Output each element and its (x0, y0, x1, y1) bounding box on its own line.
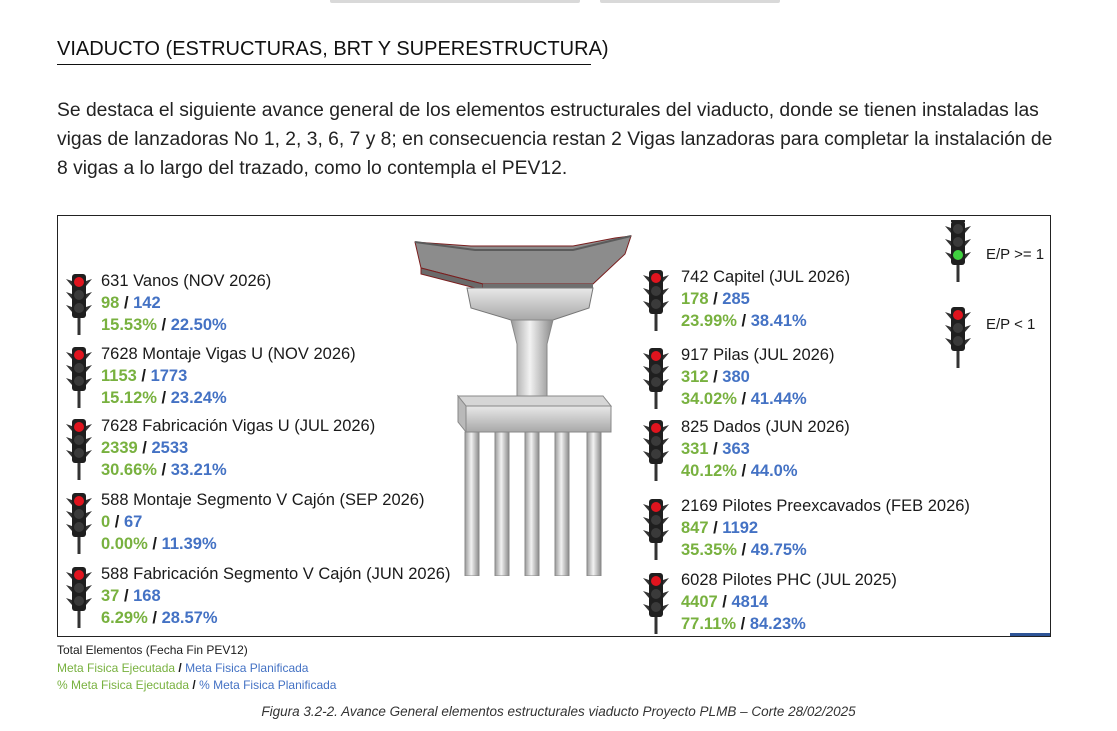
green-traffic-light-icon (945, 220, 971, 282)
note-pct-planned: % Meta Fisica Planificada (199, 678, 337, 692)
item-percents (101, 534, 217, 554)
planned-value: 4814 (731, 593, 769, 611)
cut-off-text-line (0, 0, 1117, 8)
separator: / (110, 513, 124, 531)
item-counts (101, 512, 142, 532)
item-title: 588 Fabricación Segmento V Cajón (JUN 2026) (101, 565, 451, 583)
executed-value: 98 (101, 294, 120, 312)
section-heading: VIADUCTO (ESTRUCTURAS, BRT Y SUPERESTRUCTURA) (57, 38, 609, 60)
planned-value: 2533 (151, 439, 189, 457)
separator: / (156, 389, 171, 407)
separator: / (147, 609, 162, 627)
red-traffic-light-icon (66, 346, 92, 408)
separator: / (136, 367, 151, 385)
executed-value: 4407 (681, 593, 718, 611)
note-separator: / (175, 661, 186, 675)
red-traffic-light-icon (643, 572, 669, 634)
red-traffic-light-icon (945, 306, 971, 368)
red-traffic-light-icon (66, 492, 92, 554)
legend-label-red: E/P < 1 (986, 316, 1036, 333)
executed-value: 178 (681, 290, 709, 308)
legend-label-green: E/P >= 1 (986, 246, 1045, 263)
item-counts (101, 293, 161, 313)
separator: / (736, 541, 751, 559)
item-percents (681, 614, 806, 634)
pct-planned-value: 49.75% (750, 541, 807, 559)
pct-executed-value: 23.99% (681, 312, 737, 330)
separator: / (736, 312, 751, 330)
red-traffic-light-icon (643, 498, 669, 560)
planned-value: 285 (722, 290, 750, 308)
note-meta-planned: Meta Fisica Planificada (185, 661, 309, 675)
planned-value: 1192 (722, 519, 759, 537)
item-counts (681, 367, 750, 387)
item-percents (101, 315, 227, 335)
separator: / (736, 462, 751, 480)
pct-planned-value: 38.41% (750, 312, 807, 330)
item-percents (681, 311, 807, 331)
item-percents (681, 540, 807, 560)
separator: / (156, 316, 171, 334)
executed-value: 847 (681, 519, 709, 537)
red-traffic-light-icon (643, 419, 669, 481)
item-counts (101, 366, 187, 386)
executed-value: 0 (101, 513, 111, 531)
item-title: 742 Capitel (JUL 2026) (681, 268, 851, 286)
pct-planned-value: 11.39% (161, 535, 217, 553)
item-title: 2169 Pilotes Preexcavados (FEB 2026) (681, 497, 970, 515)
red-traffic-light-icon (643, 347, 669, 409)
separator: / (119, 294, 134, 312)
planned-value: 1773 (150, 367, 188, 385)
item-title: 631 Vanos (NOV 2026) (101, 272, 272, 290)
pct-executed-value: 6.29% (101, 609, 148, 627)
item-counts (681, 518, 758, 538)
separator: / (147, 535, 162, 553)
separator: / (708, 290, 723, 308)
note-total: Total Elementos (Fecha Fin PEV12) (57, 643, 248, 657)
note-separator: / (189, 678, 200, 692)
item-title: 7628 Montaje Vigas U (NOV 2026) (101, 345, 356, 363)
item-title: 825 Dados (JUN 2026) (681, 418, 850, 436)
pct-planned-value: 44.0% (750, 462, 798, 480)
note-pct (57, 677, 336, 693)
item-counts (681, 289, 750, 309)
red-traffic-light-icon (643, 269, 669, 331)
pct-planned-value: 84.23% (749, 615, 806, 633)
item-percents (681, 389, 807, 409)
body-paragraph: Se destaca el siguiente avance general de los elementos estructurales del viaducto, donde se tienen instaladas las vigas de lanzadoras No 1, 2, 3, 6, 7 y 8; en consecuencia restan 2 Vigas lanzadoras para completar la instalación de 8 vigas a lo largo del trazado, como lo contempla el PEV12. (57, 100, 1053, 179)
separator: / (119, 587, 134, 605)
item-counts (101, 586, 161, 606)
item-percents (101, 460, 227, 480)
legend (943, 220, 1043, 370)
pct-planned-value: 33.21% (170, 461, 227, 479)
pct-executed-value: 77.11% (681, 615, 737, 633)
progress-figure (57, 215, 1051, 637)
note-meta (57, 660, 308, 676)
planned-value: 67 (123, 513, 143, 531)
separator: / (137, 439, 152, 457)
pct-executed-value: 30.66% (101, 461, 157, 479)
figure-caption: Figura 3.2-2. Avance General elementos estructurales viaducto Proyecto PLMB – Corte 28/02/2025 (261, 704, 856, 719)
pct-executed-value: 0.00% (101, 535, 148, 553)
executed-value: 331 (681, 440, 709, 458)
planned-value: 142 (133, 294, 161, 312)
red-traffic-light-icon (66, 273, 92, 335)
pct-executed-value: 15.12% (101, 389, 157, 407)
item-percents (681, 461, 798, 481)
item-title: 917 Pilas (JUL 2026) (681, 346, 835, 364)
planned-value: 380 (722, 368, 750, 386)
separator: / (156, 461, 171, 479)
item-title: 6028 Pilotes PHC (JUL 2025) (681, 571, 897, 589)
executed-value: 1153 (101, 367, 137, 385)
note-meta-executed: Meta Fisica Ejecutada (57, 661, 176, 675)
separator: / (717, 593, 732, 611)
item-percents (101, 608, 218, 628)
planned-value: 363 (722, 440, 750, 458)
planned-value: 168 (133, 587, 161, 605)
item-title: 7628 Fabricación Vigas U (JUL 2026) (101, 417, 376, 435)
pct-planned-value: 22.50% (170, 316, 227, 334)
executed-value: 2339 (101, 439, 138, 457)
pct-executed-value: 34.02% (681, 390, 737, 408)
note-pct-executed: % Meta Fisica Ejecutada (57, 678, 190, 692)
executed-value: 37 (101, 587, 120, 605)
pct-executed-value: 35.35% (681, 541, 737, 559)
pct-planned-value: 28.57% (161, 609, 218, 627)
executed-value: 312 (681, 368, 709, 386)
red-traffic-light-icon (66, 418, 92, 480)
pct-executed-value: 15.53% (101, 316, 157, 334)
pct-planned-value: 23.24% (170, 389, 227, 407)
item-percents (101, 388, 227, 408)
item-counts (681, 592, 768, 612)
corner-mark (1010, 633, 1050, 636)
red-traffic-light-icon (66, 566, 92, 628)
separator: / (708, 519, 723, 537)
separator: / (736, 615, 750, 633)
separator: / (708, 440, 723, 458)
separator: / (708, 368, 723, 386)
item-counts (101, 438, 188, 458)
heading-underline (57, 64, 591, 65)
item-counts (681, 439, 750, 459)
separator: / (736, 390, 751, 408)
pct-executed-value: 40.12% (681, 462, 737, 480)
pct-planned-value: 41.44% (750, 390, 807, 408)
item-title: 588 Montaje Segmento V Cajón (SEP 2026) (101, 491, 425, 509)
